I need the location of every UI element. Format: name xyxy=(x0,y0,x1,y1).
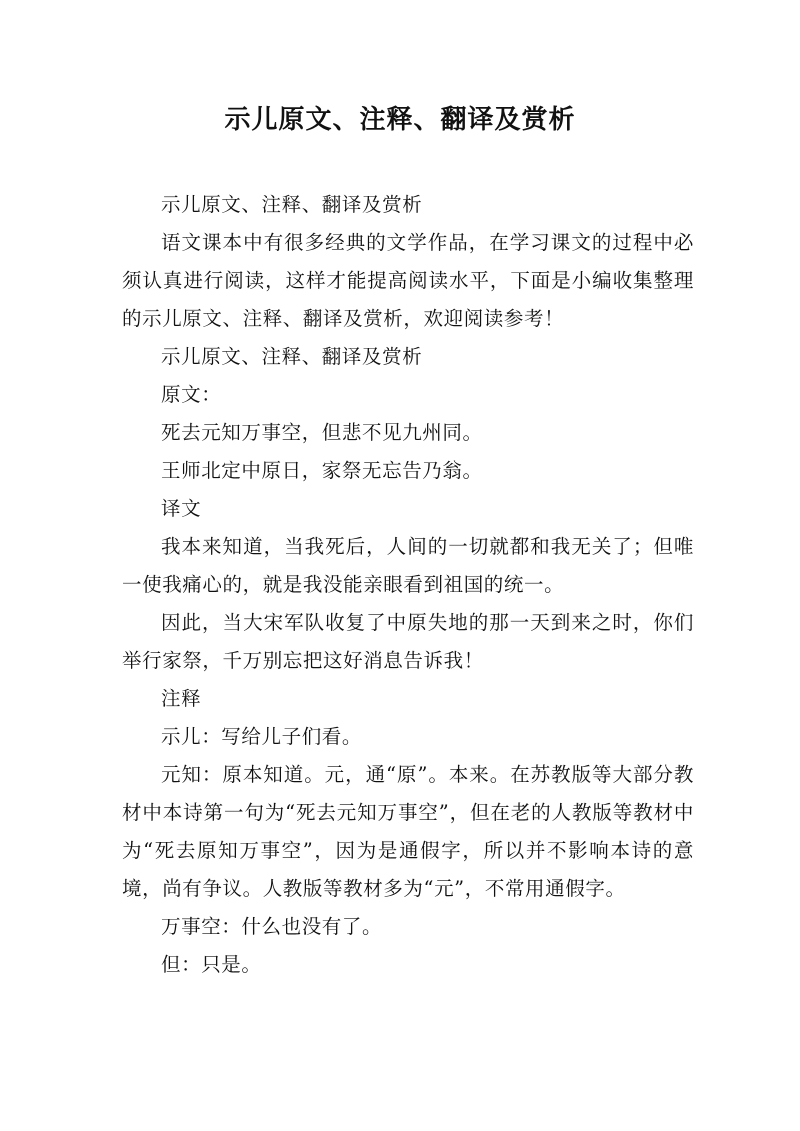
paragraph-intro: 语文课本中有很多经典的文学作品，在学习课文的过程中必须认真进行阅读，这样才能提高阅读水平，下面是小编收集整理的示儿原文、注释、翻译及赏析，欢迎阅读参考！ xyxy=(122,231,694,330)
note-wanshikong: 万事空：什么也没有了。 xyxy=(161,915,383,938)
document-body xyxy=(122,186,694,984)
translation-paragraph-2: 因此，当大宋军队收复了中原失地的那一天到来之时，你们举行家祭，千万别忘把这好消息告诉我！ xyxy=(122,611,694,672)
note-shier: 示儿：写给儿子们看。 xyxy=(161,725,363,748)
translation-paragraph-1: 我本来知道，当我死后，人间的一切就都和我无关了；但唯一使我痛心的，就是我没能亲眼看到祖国的统一。 xyxy=(122,535,694,596)
paragraph-original-label: 原文： xyxy=(161,383,222,406)
paragraph-section-heading: 示儿原文、注释、翻译及赏析 xyxy=(161,345,423,368)
note-dan: 但：只是。 xyxy=(161,953,262,976)
document-title: 示儿原文、注释、翻译及赏析 xyxy=(224,105,576,135)
note-yuanzhi: 元知：原本知道。元，通“原”。本来。在苏教版等大部分教材中本诗第一句为“死去元知万事空”，但在老的人教版等教材中为“死去原知万事空”，因为是通假字，所以并不影响本诗的意境，尚有争议。人教版等教材多为“元”，不常用通假字。 xyxy=(122,763,694,900)
poem-line-1: 死去元知万事空，但悲不见九州同。 xyxy=(161,421,483,444)
paragraph-heading-repeat: 示儿原文、注释、翻译及赏析 xyxy=(161,193,423,216)
paragraph-translation-label: 译文 xyxy=(161,497,202,520)
paragraph-notes-label: 注释 xyxy=(161,687,202,710)
poem-line-2: 王师北定中原日，家祭无忘告乃翁。 xyxy=(161,459,483,482)
